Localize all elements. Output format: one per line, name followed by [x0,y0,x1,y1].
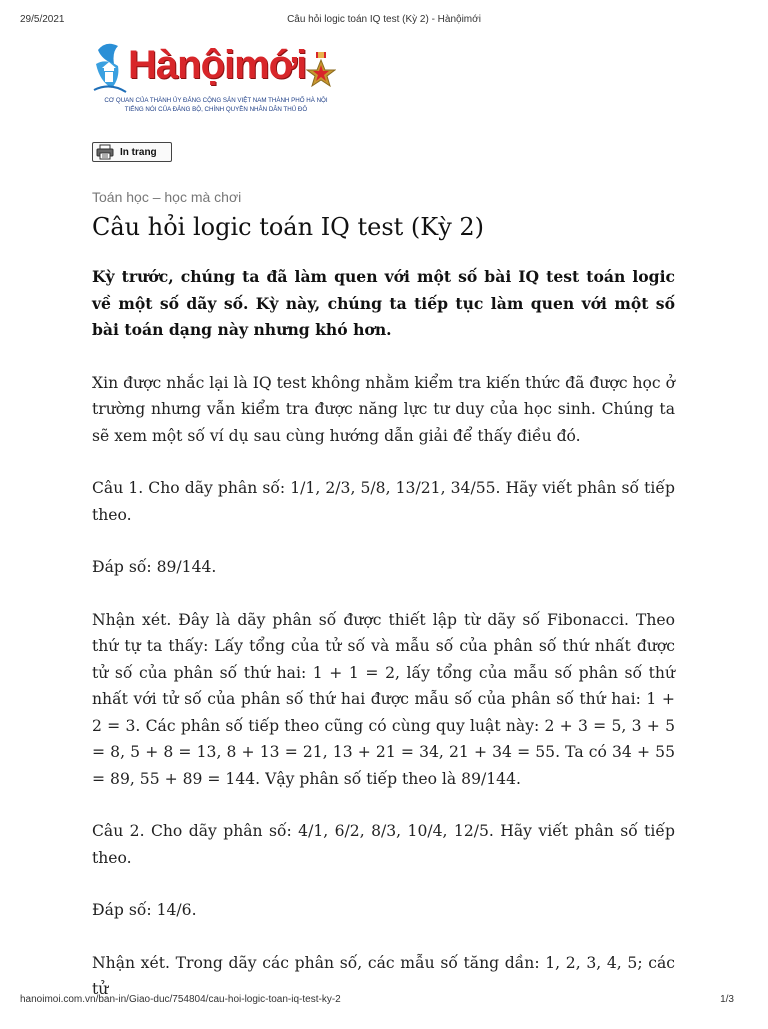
logo-wordmark: Hànộimới [128,43,307,87]
question-2: Câu 2. Cho dãy phân số: 4/1, 6/2, 8/3, 10/4, 12/5. Hãy viết phân số tiếp theo. [92,822,675,867]
site-logo[interactable] [92,40,352,120]
print-button[interactable] [92,142,172,162]
print-page-title: Câu hỏi logic toán IQ test (Kỳ 2) - Hànộimới [287,14,481,25]
article-lead: Kỳ trước, chúng ta đã làm quen với một số bài IQ test toán logic về một số dãy số. Kỳ này, chúng ta tiếp tục làm quen với một số bài toán dạng này nhưng khó hơn. [92,267,675,339]
page-url: hanoimoi.com.vn/ban-in/Giao-duc/754804/cau-hoi-logic-toan-iq-test-ky-2 [20,994,341,1005]
logo-tagline-1: CƠ QUAN CỦA THÀNH ỦY ĐẢNG CỘNG SẢN VIỆT NAM THÀNH PHỐ HÀ NỘI [104,97,328,104]
logo-tagline-2: TIẾNG NÓI CỦA ĐẢNG BỘ, CHÍNH QUYỀN NHÂN DÂN THỦ ĐÔ [124,106,308,113]
question-1: Câu 1. Cho dãy phân số: 1/1, 2/3, 5/8, 13/21, 34/55. Hãy viết phân số tiếp theo. [92,479,675,524]
answer-2: Đáp số: 14/6. [92,901,197,919]
print-date: 29/5/2021 [20,14,65,25]
article-paragraph: Xin được nhắc lại là IQ test không nhằm kiểm tra kiến thức đã được học ở trường nhưng vẫn kiểm tra được năng lực tư duy của học sinh. Chúng ta sẽ xem một số ví dụ sau cùng hướng dẫn giải để thấy điều đó. [92,373,676,445]
article-body [92,264,675,1029]
medal-star-icon [306,52,336,92]
article-title: Câu hỏi logic toán IQ test (Kỳ 2) [92,213,485,241]
page-number: 1/3 [720,994,734,1005]
printer-icon [96,144,114,160]
pagoda-emblem-icon [92,42,132,96]
print-button-label: In trang [120,146,157,158]
explanation-2: Nhận xét. Trong dãy các phân số, các mẫu số tăng dần: 1, 2, 3, 4, 5; các tử [92,953,675,998]
explanation-1: Nhận xét. Đây là dãy phân số được thiết lập từ dãy số Fibonacci. Theo thứ tự ta thấy: Lấy tổng của tử số và mẫu số của phân số thứ nhất được tử số của phân số thứ hai: 1 + 1 = 2, lấy tổng của mẫu số phân số thứ nhất với tử số của phân số thứ hai được mẫu số của phân số thứ hai: 1 + 2 = 3. Các phân số tiếp theo cũng có cùng quy luật này: 2 + 3 = 5, 3 + 5 = 8, 5 + 8 = 13, 8 + 13 = 21, 13 + 21 = 34, 21 + 34 = 55. Ta có 34 + 55 = 89, 55 + 89 = 144. Vậy phân số tiếp theo là 89/144. [92,610,675,788]
article-category[interactable]: Toán học – học mà chơi [92,189,242,205]
answer-1: Đáp số: 89/144. [92,558,217,576]
